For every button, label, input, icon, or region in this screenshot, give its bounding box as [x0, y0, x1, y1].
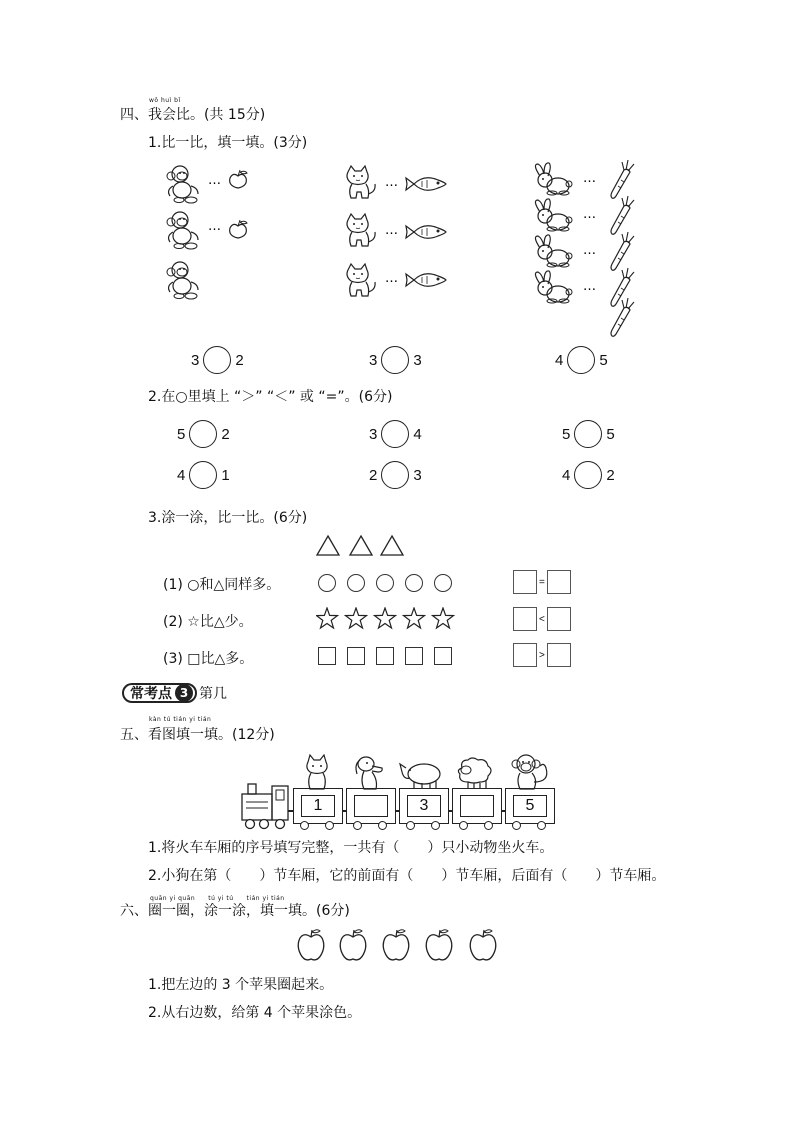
- train-car: [346, 788, 396, 824]
- wheel-icon: [512, 821, 521, 830]
- q3-item-label: (3) □比△多。: [163, 651, 254, 667]
- q3-item-label: (2) ☆比△少。: [163, 614, 253, 630]
- badge-topic: 第几: [199, 686, 227, 702]
- apple-icon: [298, 930, 324, 960]
- compare-circle[interactable]: [567, 346, 595, 374]
- cat-icon: [347, 214, 375, 246]
- svg-text:…: …: [385, 175, 398, 190]
- svg-text:…: …: [583, 243, 596, 258]
- answer-box[interactable]: [547, 643, 571, 667]
- q3-answer-2: <: [513, 607, 571, 631]
- carrot-icon: [611, 196, 634, 234]
- rabbit-icon: [535, 199, 572, 231]
- cat-icon: [347, 166, 375, 198]
- wheel-icon: [378, 821, 387, 830]
- square-row: [318, 647, 452, 665]
- fish-icon: [406, 274, 446, 287]
- circle-row: [318, 574, 452, 592]
- wheel-icon: [537, 821, 546, 830]
- train-car: [293, 788, 343, 824]
- q2-compare: 4 2: [562, 461, 615, 489]
- star-icon: [317, 608, 338, 628]
- answer-box[interactable]: [547, 607, 571, 631]
- square-shape[interactable]: [318, 647, 336, 665]
- svg-text:…: …: [583, 171, 596, 186]
- svg-text:…: …: [208, 173, 221, 188]
- monkey-icon: [167, 166, 198, 203]
- answer-box[interactable]: [513, 607, 537, 631]
- q2-compare: 3 4: [369, 420, 422, 448]
- badge-pill: 常考点 3: [122, 683, 197, 703]
- q1-pictures: [150, 158, 650, 338]
- star-icon: [346, 608, 367, 628]
- circle-shape[interactable]: [405, 574, 423, 592]
- circle-shape[interactable]: [318, 574, 336, 592]
- square-shape[interactable]: [347, 647, 365, 665]
- q1-compare-2: 3 3: [369, 346, 422, 374]
- svg-text:…: …: [385, 223, 398, 238]
- section5-title: 五、看图填一填。(12分): [120, 727, 275, 743]
- fish-icon: [406, 226, 446, 239]
- car-number-box[interactable]: [354, 795, 388, 817]
- train-picture: [238, 748, 538, 830]
- svg-text:…: …: [583, 279, 596, 294]
- apple-icon: [426, 930, 452, 960]
- section6-q1: 1.把左边的 3 个苹果圈起来。: [148, 977, 334, 993]
- answer-box[interactable]: [513, 643, 537, 667]
- square-shape[interactable]: [376, 647, 394, 665]
- q2-compare: 4 1: [177, 461, 230, 489]
- car-number-box[interactable]: [460, 795, 494, 817]
- q3-answer-1: =: [513, 570, 571, 594]
- q2-compare: 5 5: [562, 420, 615, 448]
- svg-text:…: …: [385, 271, 398, 286]
- q1-compare-1: 3 2: [191, 346, 244, 374]
- svg-text:…: …: [208, 219, 221, 234]
- peach-icon: [230, 170, 247, 188]
- compare-circle[interactable]: [381, 346, 409, 374]
- peach-icon: [230, 220, 247, 238]
- circle-shape[interactable]: [434, 574, 452, 592]
- section5-q1: 1.将火车车厢的序号填写完整，一共有（ ）只小动物坐火车。: [148, 840, 554, 856]
- triangle-row: [316, 534, 406, 558]
- apple-icon: [383, 930, 409, 960]
- star-icon: [433, 608, 454, 628]
- train-car: [505, 788, 555, 824]
- triangle-icon: [350, 536, 372, 555]
- monkey-icon: [510, 752, 554, 790]
- section6-pinyin: quān yi quān tú yi tú tián yi tián: [150, 895, 285, 902]
- carrot-icon: [611, 232, 634, 270]
- compare-circle[interactable]: [381, 420, 409, 448]
- car-number-box: 5: [513, 795, 547, 817]
- wheel-icon: [353, 821, 362, 830]
- key-point-badge: [122, 683, 227, 703]
- dog-icon: [352, 754, 388, 790]
- q2-compare: 2 3: [369, 461, 422, 489]
- car-number-box: 1: [301, 795, 335, 817]
- carrot-icon: [611, 160, 634, 198]
- square-shape[interactable]: [434, 647, 452, 665]
- compare-circle[interactable]: [203, 346, 231, 374]
- q3-item-label: (1) ○和△同样多。: [163, 577, 281, 593]
- compare-circle[interactable]: [574, 420, 602, 448]
- q2-compare: 5 2: [177, 420, 230, 448]
- star-icon: [404, 608, 425, 628]
- circle-shape[interactable]: [347, 574, 365, 592]
- monkey-icon: [167, 212, 198, 249]
- wheel-icon: [406, 821, 415, 830]
- train-car: [399, 788, 449, 824]
- apple-row: [294, 925, 504, 965]
- sheep-icon: [454, 756, 494, 790]
- section4-pinyin: wǒ huì bǐ: [149, 97, 181, 104]
- q2-title: 2.在○里填上 “＞” “＜” 或 “=”。(6分): [148, 389, 393, 405]
- q1-compare-3: 4 5: [555, 346, 608, 374]
- cat-icon: [302, 754, 332, 790]
- cat-icon: [347, 264, 375, 296]
- q3-title: 3.涂一涂，比一比。(6分): [148, 510, 308, 526]
- compare-circle[interactable]: [381, 461, 409, 489]
- fish-icon: [406, 178, 446, 191]
- train-car: [452, 788, 502, 824]
- rhino-icon: [398, 756, 444, 790]
- compare-circle[interactable]: [574, 461, 602, 489]
- circle-shape[interactable]: [376, 574, 394, 592]
- triangle-icon: [381, 536, 403, 555]
- star-row: [316, 607, 456, 631]
- triangle-icon: [317, 536, 339, 555]
- wheel-icon: [431, 821, 440, 830]
- q3-answer-3: >: [513, 643, 571, 667]
- section5-q2: 2.小狗在第（ ）节车厢，它的前面有（ ）节车厢，后面有（ ）节车厢。: [148, 868, 666, 884]
- wheel-icon: [325, 821, 334, 830]
- monkey-icon: [167, 262, 198, 299]
- compare-circle[interactable]: [189, 420, 217, 448]
- section6-q2: 2.从右边数，给第 4 个苹果涂色。: [148, 1005, 362, 1021]
- apple-icon: [470, 930, 496, 960]
- svg-text:…: …: [583, 207, 596, 222]
- apple-icon: [340, 930, 366, 960]
- rabbit-icon: [535, 163, 572, 195]
- section6-title: 六、圈一圈，涂一涂，填一填。(6分): [120, 903, 350, 919]
- answer-box[interactable]: [513, 570, 537, 594]
- wheel-icon: [300, 821, 309, 830]
- wheel-icon: [459, 821, 468, 830]
- star-icon: [375, 608, 396, 628]
- square-shape[interactable]: [405, 647, 423, 665]
- rabbit-icon: [535, 271, 572, 303]
- car-number-box: 3: [407, 795, 441, 817]
- carrot-icon: [611, 298, 634, 336]
- section5-pinyin: kàn tú tián yi tián: [149, 716, 212, 723]
- locomotive-icon: [238, 782, 294, 830]
- q1-title: 1.比一比，填一填。(3分): [148, 135, 308, 151]
- compare-circle[interactable]: [189, 461, 217, 489]
- section4-title: 四、我会比。(共 15分): [120, 107, 266, 123]
- wheel-icon: [484, 821, 493, 830]
- answer-box[interactable]: [547, 570, 571, 594]
- rabbit-icon: [535, 235, 572, 267]
